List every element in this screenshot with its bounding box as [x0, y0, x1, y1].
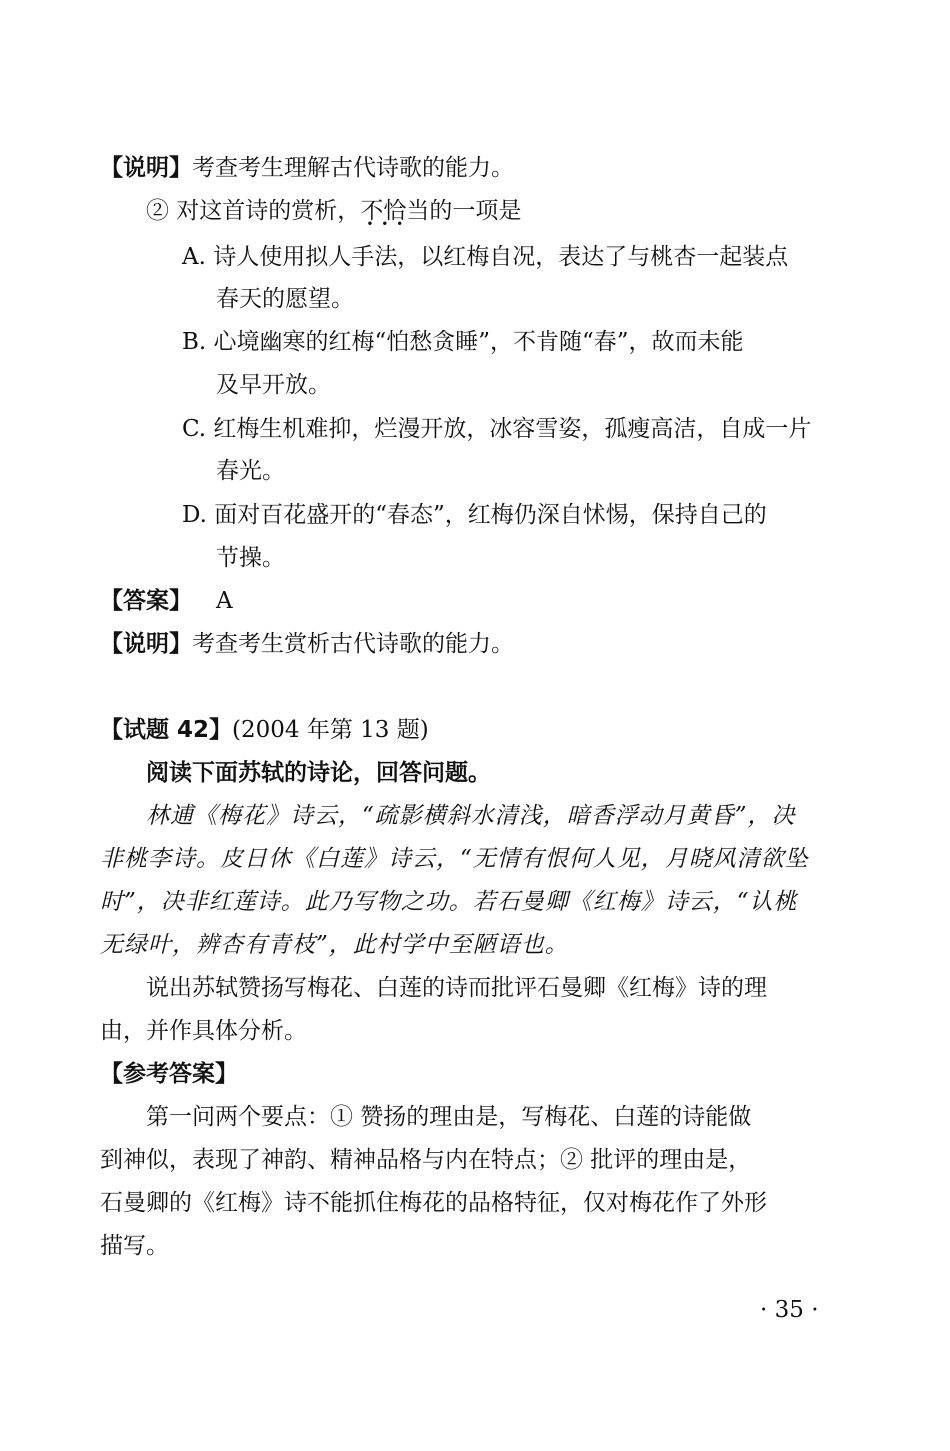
answer-value: A — [216, 588, 233, 614]
question-2 — [146, 196, 521, 226]
option-d-line1: D. 面对百花盛开的“春态”，红梅仍深自怵惕，保持自己的 — [182, 502, 767, 528]
quote-line-2: 非桃李诗。皮日休《白莲》诗云，“无情有恨何人见，月晓风清欲坠 — [100, 846, 809, 872]
question-suffix: 的一项是 — [429, 198, 522, 224]
quote-line-4: 无绿叶，辨杏有青枝”，此村学中至陋语也。 — [100, 932, 569, 958]
question-emphasis: 不恰当 • • • — [360, 196, 429, 226]
answer-note-line — [100, 629, 514, 659]
answer-line — [100, 586, 500, 616]
option-a-line1: A. 诗人使用拟人手法，以红梅自况，表达了与桃杏一起装点 — [182, 244, 789, 270]
answer-note-text: 考查考生赏析古代诗歌的能力。 — [192, 631, 514, 657]
option-a-line2: 春天的愿望。 — [216, 286, 354, 312]
question-prefix: ② 对这首诗的赏析， — [146, 198, 361, 224]
q41-note-line — [100, 153, 514, 183]
answer-label: 【答案】 — [100, 588, 192, 614]
quote-line-3: 时”，决非红莲诗。此乃写物之功。若石曼卿《红梅》诗云，“认桃 — [100, 889, 798, 915]
option-b-line2: 及早开放。 — [216, 372, 331, 398]
reference-line-2: 到神似，表现了神韵、精神品格与内在特点；② 批评的理由是， — [100, 1147, 752, 1173]
q42-instruction: 阅读下面苏轼的诗论，回答问题。 — [146, 760, 491, 786]
q42-header — [100, 715, 429, 745]
page-number: · 35 · — [760, 1297, 819, 1323]
reference-line-3: 石曼卿的《红梅》诗不能抓住梅花的品格特征，仅对梅花作了外形 — [100, 1190, 767, 1216]
note-text: 考查考生理解古代诗歌的能力。 — [192, 155, 514, 181]
task-line-2: 由，并作具体分析。 — [100, 1018, 307, 1044]
q42-source: (2004 年第 13 题) — [232, 717, 429, 743]
reference-line-4: 描写。 — [100, 1233, 169, 1259]
option-d-line2: 节操。 — [216, 545, 285, 571]
option-c-line1: C. 红梅生机难抑，烂漫开放，冰容雪姿，孤瘦高洁，自成一片 — [182, 416, 812, 442]
reference-line-1: 第一问两个要点：① 赞扬的理由是，写梅花、白莲的诗能做 — [146, 1104, 752, 1130]
option-b-line1: B. 心境幽寒的红梅“怕愁贪睡”，不肯随“春”，故而未能 — [182, 329, 744, 355]
q42-label: 【试题 42】 — [100, 717, 233, 743]
reference-label: 【参考答案】 — [100, 1061, 238, 1087]
option-c-line2: 春光。 — [216, 458, 285, 484]
note-label: 【说明】 — [100, 155, 192, 181]
task-line-1: 说出苏轼赞扬写梅花、白莲的诗而批评石曼卿《红梅》诗的理 — [146, 975, 767, 1001]
quote-line-1: 林逋《梅花》诗云，“疏影横斜水清浅，暗香浮动月黄昏”，决 — [146, 803, 796, 829]
answer-note-label: 【说明】 — [100, 631, 192, 657]
